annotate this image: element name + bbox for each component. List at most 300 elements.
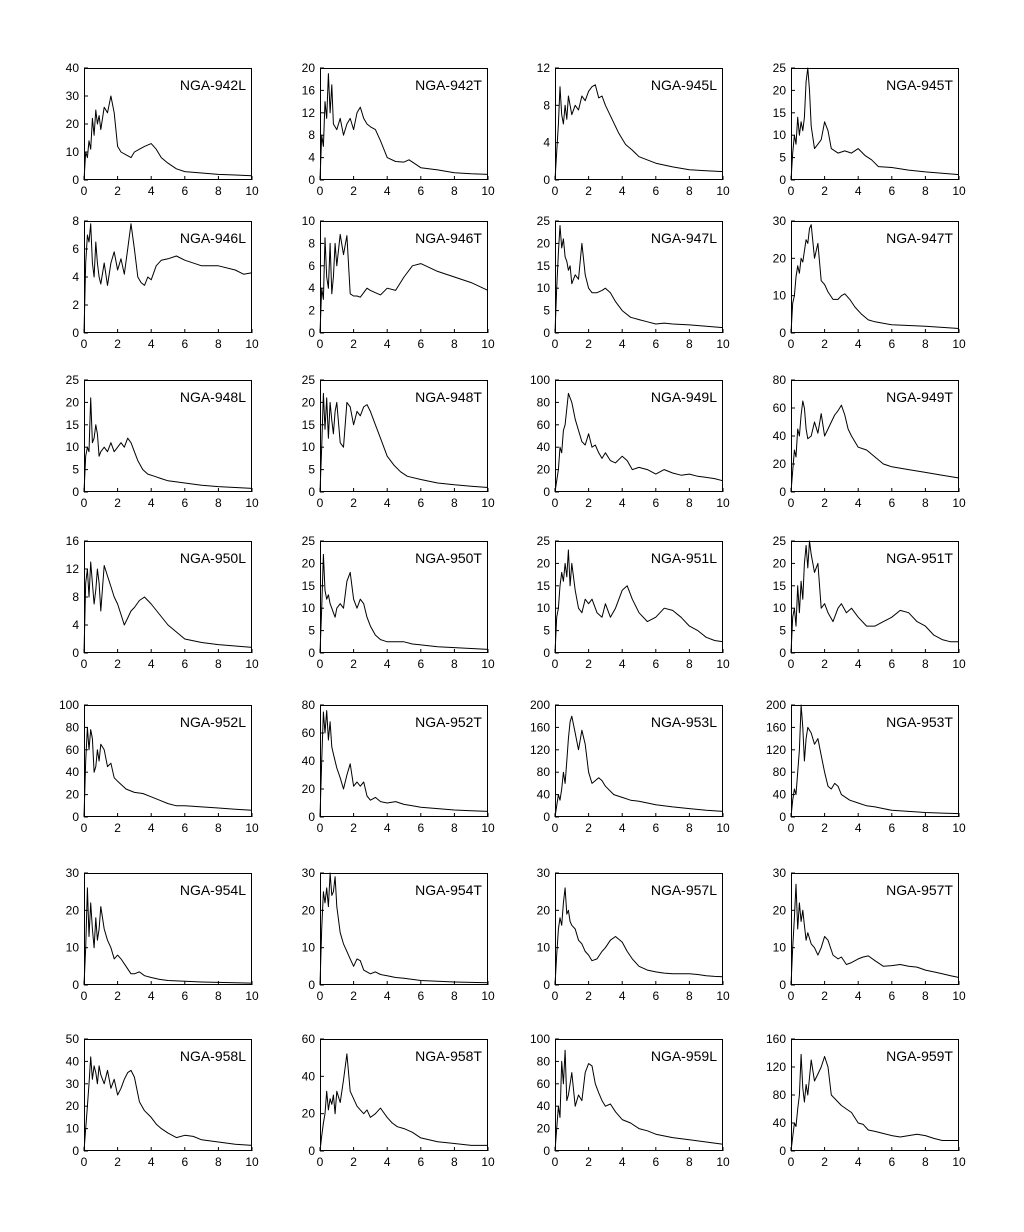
- y-tick-label: 0: [543, 173, 550, 187]
- y-tick-label: 200: [765, 698, 786, 712]
- x-tick-label: 0: [551, 496, 559, 510]
- y-tick-label: 40: [772, 429, 786, 443]
- y-tick-label: 20: [536, 462, 550, 477]
- y-tick-label: 40: [65, 61, 79, 75]
- y-tick-label: 100: [529, 373, 550, 387]
- y-tick-label: 10: [772, 601, 786, 616]
- x-tick-label: 0: [80, 496, 88, 510]
- y-tick-label: 25: [772, 61, 786, 75]
- spectrum-line: [84, 888, 252, 985]
- y-tick-label: 4: [72, 270, 79, 284]
- x-tick-label: 8: [922, 496, 929, 510]
- x-tick-label: 2: [585, 337, 592, 351]
- chart-panel-nga-947l: [536, 214, 730, 351]
- x-tick-label: 2: [821, 989, 828, 1003]
- y-tick-label: 20: [65, 903, 79, 918]
- x-tick-label: 10: [481, 1155, 495, 1169]
- x-tick-label: 10: [952, 657, 966, 671]
- x-tick-label: 6: [417, 1155, 425, 1169]
- y-tick-label: 60: [65, 742, 79, 757]
- x-tick-label: 10: [716, 184, 730, 198]
- y-tick-label: 4: [308, 281, 315, 296]
- x-tick-label: 6: [417, 989, 425, 1003]
- x-tick-label: 4: [147, 657, 155, 671]
- x-tick-label: 4: [854, 821, 862, 835]
- chart-panel-nga-958l: [65, 1032, 259, 1169]
- x-tick-label: 8: [686, 337, 693, 351]
- x-tick-label: 2: [821, 496, 828, 510]
- y-tick-label: 30: [65, 1076, 79, 1091]
- x-tick-label: 10: [245, 1155, 259, 1169]
- y-tick-label: 30: [772, 214, 786, 228]
- x-tick-label: 8: [451, 821, 458, 835]
- x-tick-label: 8: [922, 989, 929, 1003]
- x-tick-label: 2: [585, 989, 592, 1003]
- x-tick-label: 0: [80, 821, 88, 835]
- x-tick-label: 0: [551, 821, 559, 835]
- x-tick-label: 10: [245, 657, 259, 671]
- chart-panel-nga-947t: [772, 214, 966, 351]
- panel-title: NGA-959T: [886, 1048, 953, 1064]
- chart-panel-nga-954l: [65, 866, 259, 1003]
- panel-title: NGA-951L: [650, 550, 717, 566]
- x-tick-label: 8: [922, 657, 929, 671]
- y-tick-label: 80: [772, 1088, 786, 1102]
- x-tick-label: 4: [854, 184, 862, 198]
- panel-title: NGA-946L: [179, 230, 246, 246]
- x-tick-label: 2: [114, 184, 121, 198]
- x-tick-label: 0: [316, 1155, 324, 1169]
- y-tick-label: 0: [779, 978, 786, 992]
- x-tick-label: 2: [821, 184, 828, 198]
- x-tick-label: 10: [716, 496, 730, 510]
- x-tick-label: 2: [821, 337, 828, 351]
- x-tick-label: 6: [888, 989, 896, 1003]
- y-tick-label: 20: [301, 556, 315, 571]
- x-tick-label: 8: [451, 184, 458, 198]
- x-tick-label: 8: [451, 337, 458, 351]
- x-tick-label: 4: [147, 821, 155, 835]
- x-tick-label: 6: [888, 821, 896, 835]
- chart-panel-nga-945l: [536, 61, 730, 198]
- x-tick-label: 6: [181, 496, 189, 510]
- x-tick-label: 10: [481, 989, 495, 1003]
- panel-title: NGA-948L: [179, 389, 246, 405]
- y-tick-label: 10: [65, 940, 79, 955]
- x-tick-label: 8: [215, 657, 222, 671]
- x-tick-label: 6: [888, 337, 896, 351]
- y-tick-label: 10: [536, 281, 550, 296]
- y-tick-label: 20: [772, 251, 786, 266]
- x-tick-label: 6: [652, 1155, 660, 1169]
- chart-panel-nga-949t: [772, 373, 966, 510]
- y-tick-label: 20: [65, 787, 79, 802]
- y-tick-label: 30: [65, 89, 79, 103]
- y-tick-label: 0: [72, 646, 79, 660]
- panel-title: NGA-958T: [415, 1048, 482, 1064]
- y-tick-label: 0: [543, 485, 550, 499]
- panel-title: NGA-945L: [650, 77, 717, 93]
- x-tick-label: 2: [350, 184, 357, 198]
- panel-title: NGA-945T: [886, 77, 953, 93]
- y-tick-label: 0: [543, 326, 550, 340]
- x-tick-label: 4: [383, 184, 391, 198]
- panel-title: NGA-954T: [415, 882, 482, 898]
- chart-panel-nga-957l: [536, 866, 730, 1003]
- x-tick-label: 4: [618, 496, 626, 510]
- y-tick-label: 120: [529, 742, 550, 757]
- x-tick-label: 10: [716, 821, 730, 835]
- x-tick-label: 8: [922, 184, 929, 198]
- y-tick-label: 5: [543, 623, 550, 638]
- y-tick-label: 16: [65, 534, 79, 548]
- y-tick-label: 80: [536, 395, 550, 410]
- y-tick-label: 30: [65, 866, 79, 880]
- y-tick-label: 10: [536, 940, 550, 955]
- y-tick-label: 40: [772, 1116, 786, 1130]
- y-tick-label: 15: [536, 258, 550, 273]
- x-tick-label: 0: [80, 989, 88, 1003]
- x-tick-label: 6: [181, 989, 189, 1003]
- chart-panel-nga-951t: [772, 534, 966, 671]
- x-tick-label: 0: [551, 989, 559, 1003]
- y-tick-label: 0: [72, 978, 79, 992]
- x-tick-label: 8: [215, 821, 222, 835]
- panel-title: NGA-950L: [179, 550, 246, 566]
- x-tick-label: 0: [787, 657, 795, 671]
- y-tick-label: 25: [772, 534, 786, 548]
- y-tick-label: 40: [772, 787, 786, 802]
- x-tick-label: 4: [854, 657, 862, 671]
- x-tick-label: 6: [652, 821, 660, 835]
- x-tick-label: 8: [922, 1155, 929, 1169]
- x-tick-label: 10: [245, 821, 259, 835]
- chart-panel-nga-952t: [301, 698, 495, 835]
- y-tick-label: 0: [779, 326, 786, 340]
- spectrum-line: [791, 1054, 959, 1151]
- y-tick-label: 30: [536, 866, 550, 880]
- y-tick-label: 20: [772, 457, 786, 471]
- x-tick-label: 6: [181, 337, 189, 351]
- x-tick-label: 6: [652, 989, 660, 1003]
- y-tick-label: 6: [308, 258, 315, 273]
- y-tick-label: 0: [308, 485, 315, 499]
- x-tick-label: 0: [316, 337, 324, 351]
- chart-panel-nga-952l: [58, 698, 259, 835]
- x-tick-label: 6: [417, 337, 425, 351]
- panel-title: NGA-959L: [650, 1048, 717, 1064]
- x-tick-label: 4: [147, 337, 155, 351]
- x-tick-label: 0: [551, 337, 559, 351]
- y-tick-label: 0: [779, 646, 786, 660]
- chart-panel-nga-951l: [536, 534, 730, 671]
- x-tick-label: 0: [80, 184, 88, 198]
- y-tick-label: 0: [308, 646, 315, 660]
- y-tick-label: 10: [301, 601, 315, 616]
- x-tick-label: 4: [147, 989, 155, 1003]
- x-tick-label: 10: [952, 337, 966, 351]
- y-tick-label: 40: [65, 1054, 79, 1069]
- x-tick-label: 0: [80, 1155, 88, 1169]
- x-tick-label: 2: [114, 989, 121, 1003]
- y-tick-label: 2: [72, 298, 79, 312]
- y-tick-label: 20: [536, 1121, 550, 1136]
- y-tick-label: 12: [301, 105, 315, 120]
- x-tick-label: 4: [618, 657, 626, 671]
- x-tick-label: 0: [787, 496, 795, 510]
- y-tick-label: 10: [65, 1121, 79, 1136]
- x-tick-label: 8: [686, 821, 693, 835]
- x-tick-label: 2: [585, 1155, 592, 1169]
- spectrum-line: [555, 85, 723, 180]
- panel-title: NGA-957L: [650, 882, 717, 898]
- x-tick-label: 0: [551, 184, 559, 198]
- y-tick-label: 80: [536, 765, 550, 780]
- x-tick-label: 0: [316, 989, 324, 1003]
- x-tick-label: 2: [350, 657, 357, 671]
- chart-panel-nga-959l: [529, 1032, 730, 1169]
- x-tick-label: 6: [417, 821, 425, 835]
- y-tick-label: 80: [65, 720, 79, 735]
- spectrum-line: [320, 234, 488, 333]
- x-tick-label: 4: [383, 496, 391, 510]
- spectrum-line: [84, 1057, 252, 1151]
- spectrum-line: [791, 884, 959, 985]
- y-tick-label: 100: [529, 1032, 550, 1046]
- chart-panel-nga-946t: [301, 214, 495, 351]
- x-tick-label: 10: [952, 989, 966, 1003]
- chart-panel-nga-946l: [72, 214, 259, 351]
- y-tick-label: 5: [308, 623, 315, 638]
- x-tick-label: 2: [350, 989, 357, 1003]
- y-tick-label: 4: [308, 150, 315, 165]
- x-tick-label: 6: [181, 184, 189, 198]
- x-tick-label: 10: [245, 184, 259, 198]
- x-tick-label: 8: [451, 1155, 458, 1169]
- x-tick-label: 4: [383, 657, 391, 671]
- y-tick-label: 20: [65, 1099, 79, 1114]
- panel-title: NGA-947T: [886, 230, 953, 246]
- y-tick-label: 20: [301, 395, 315, 410]
- y-tick-label: 2: [308, 303, 315, 318]
- spectrum-line: [320, 393, 488, 492]
- y-tick-label: 10: [65, 440, 79, 455]
- x-tick-label: 4: [618, 184, 626, 198]
- spectrum-line: [555, 888, 723, 985]
- y-tick-label: 16: [301, 83, 315, 98]
- y-tick-label: 80: [536, 1054, 550, 1069]
- y-tick-label: 60: [301, 726, 315, 740]
- x-tick-label: 0: [316, 496, 324, 510]
- x-tick-label: 8: [215, 337, 222, 351]
- x-tick-label: 2: [585, 184, 592, 198]
- x-tick-label: 8: [922, 337, 929, 351]
- y-tick-label: 0: [543, 646, 550, 660]
- x-tick-label: 6: [652, 657, 660, 671]
- x-tick-label: 8: [215, 496, 222, 510]
- x-tick-label: 0: [316, 184, 324, 198]
- y-tick-label: 15: [65, 417, 79, 432]
- y-tick-label: 20: [65, 117, 79, 131]
- x-tick-label: 4: [147, 496, 155, 510]
- y-tick-label: 0: [72, 810, 79, 824]
- x-tick-label: 4: [383, 337, 391, 351]
- panel-title: NGA-946T: [415, 230, 482, 246]
- y-tick-label: 0: [308, 978, 315, 992]
- y-tick-label: 80: [301, 698, 315, 712]
- y-tick-label: 8: [72, 214, 79, 228]
- y-tick-label: 0: [779, 485, 786, 499]
- spectrum-line: [555, 1050, 723, 1151]
- x-tick-label: 6: [417, 184, 425, 198]
- x-tick-label: 10: [481, 337, 495, 351]
- y-tick-label: 80: [772, 373, 786, 387]
- y-tick-label: 0: [543, 978, 550, 992]
- y-tick-label: 0: [779, 810, 786, 824]
- y-tick-label: 120: [765, 1060, 786, 1074]
- x-tick-label: 10: [952, 1155, 966, 1169]
- x-tick-label: 4: [854, 1155, 862, 1169]
- x-tick-label: 4: [618, 337, 626, 351]
- y-tick-label: 15: [301, 578, 315, 593]
- x-tick-label: 4: [618, 989, 626, 1003]
- x-tick-label: 8: [686, 657, 693, 671]
- y-tick-label: 8: [543, 98, 550, 113]
- y-tick-label: 10: [301, 940, 315, 955]
- y-tick-label: 8: [308, 128, 315, 143]
- y-tick-label: 80: [772, 765, 786, 780]
- y-tick-label: 100: [58, 698, 79, 712]
- x-tick-label: 4: [618, 821, 626, 835]
- y-tick-label: 160: [765, 720, 786, 735]
- chart-panel-nga-954t: [301, 866, 495, 1003]
- panel-title: NGA-950T: [415, 550, 482, 566]
- x-tick-label: 4: [383, 821, 391, 835]
- panel-title: NGA-954L: [179, 882, 246, 898]
- x-tick-label: 0: [787, 337, 795, 351]
- x-tick-label: 2: [114, 337, 121, 351]
- y-tick-label: 10: [301, 214, 315, 228]
- x-tick-label: 8: [451, 989, 458, 1003]
- y-tick-label: 60: [536, 1076, 550, 1091]
- y-tick-label: 0: [308, 1144, 315, 1158]
- x-tick-label: 10: [952, 821, 966, 835]
- x-tick-label: 8: [451, 496, 458, 510]
- y-tick-label: 10: [772, 940, 786, 955]
- y-tick-label: 6: [72, 242, 79, 256]
- x-tick-label: 8: [215, 184, 222, 198]
- y-tick-label: 20: [65, 395, 79, 410]
- x-tick-label: 8: [686, 989, 693, 1003]
- y-tick-label: 0: [72, 173, 79, 187]
- y-tick-label: 40: [301, 1069, 315, 1084]
- x-tick-label: 0: [787, 989, 795, 1003]
- chart-panel-nga-957t: [772, 866, 966, 1003]
- x-tick-label: 2: [585, 657, 592, 671]
- y-tick-label: 12: [65, 562, 79, 576]
- spectrum-line: [320, 554, 488, 653]
- x-tick-label: 6: [888, 1155, 896, 1169]
- y-tick-label: 25: [65, 373, 79, 387]
- y-tick-label: 40: [536, 787, 550, 802]
- chart-panel-nga-948t: [301, 373, 495, 510]
- y-tick-label: 30: [772, 866, 786, 880]
- x-tick-label: 8: [686, 496, 693, 510]
- y-tick-label: 0: [543, 810, 550, 824]
- y-tick-label: 20: [536, 556, 550, 571]
- y-tick-label: 10: [772, 128, 786, 143]
- x-tick-label: 6: [888, 657, 896, 671]
- x-tick-label: 0: [787, 1155, 795, 1169]
- chart-panel-nga-950l: [65, 534, 259, 671]
- y-tick-label: 20: [536, 903, 550, 918]
- x-tick-label: 0: [316, 657, 324, 671]
- y-tick-label: 30: [301, 866, 315, 880]
- y-tick-label: 10: [536, 601, 550, 616]
- y-tick-label: 0: [779, 1144, 786, 1158]
- x-tick-label: 6: [652, 184, 660, 198]
- x-tick-label: 8: [686, 1155, 693, 1169]
- x-tick-label: 10: [481, 496, 495, 510]
- y-tick-label: 60: [536, 417, 550, 432]
- x-tick-label: 2: [585, 821, 592, 835]
- x-tick-label: 2: [350, 821, 357, 835]
- panel-title: NGA-948T: [415, 389, 482, 405]
- x-tick-label: 6: [181, 1155, 189, 1169]
- panel-title: NGA-957T: [886, 882, 953, 898]
- y-tick-label: 50: [65, 1032, 79, 1046]
- x-tick-label: 10: [481, 657, 495, 671]
- chart-panel-nga-953l: [529, 698, 730, 835]
- x-tick-label: 6: [417, 496, 425, 510]
- y-tick-label: 12: [536, 61, 550, 75]
- panel-title: NGA-949T: [886, 389, 953, 405]
- y-tick-label: 0: [308, 173, 315, 187]
- spectrum-line: [84, 727, 252, 817]
- x-tick-label: 10: [716, 657, 730, 671]
- y-tick-label: 20: [301, 903, 315, 918]
- x-tick-label: 6: [181, 657, 189, 671]
- chart-panel-nga-942l: [65, 61, 259, 198]
- y-tick-label: 0: [72, 485, 79, 499]
- x-tick-label: 0: [80, 337, 88, 351]
- y-tick-label: 0: [779, 173, 786, 187]
- y-tick-label: 5: [779, 623, 786, 638]
- x-tick-label: 10: [952, 184, 966, 198]
- y-tick-label: 20: [301, 61, 315, 75]
- y-tick-label: 0: [308, 810, 315, 824]
- y-tick-label: 25: [301, 534, 315, 548]
- panel-title: NGA-952L: [179, 714, 246, 730]
- x-tick-label: 4: [383, 1155, 391, 1169]
- chart-panel-nga-958t: [301, 1032, 495, 1169]
- chart-panel-nga-950t: [301, 534, 495, 671]
- x-tick-label: 4: [618, 1155, 626, 1169]
- panel-title: NGA-951T: [886, 550, 953, 566]
- x-tick-label: 0: [551, 1155, 559, 1169]
- y-tick-label: 5: [72, 462, 79, 477]
- y-tick-label: 5: [308, 462, 315, 477]
- panel-title: NGA-942L: [179, 77, 246, 93]
- x-tick-label: 2: [114, 1155, 121, 1169]
- spectrum-line: [791, 401, 959, 492]
- x-tick-label: 8: [686, 184, 693, 198]
- chart-panel-nga-948l: [65, 373, 259, 510]
- x-tick-label: 10: [952, 496, 966, 510]
- x-tick-label: 2: [350, 337, 357, 351]
- x-tick-label: 8: [215, 1155, 222, 1169]
- y-tick-label: 40: [65, 765, 79, 780]
